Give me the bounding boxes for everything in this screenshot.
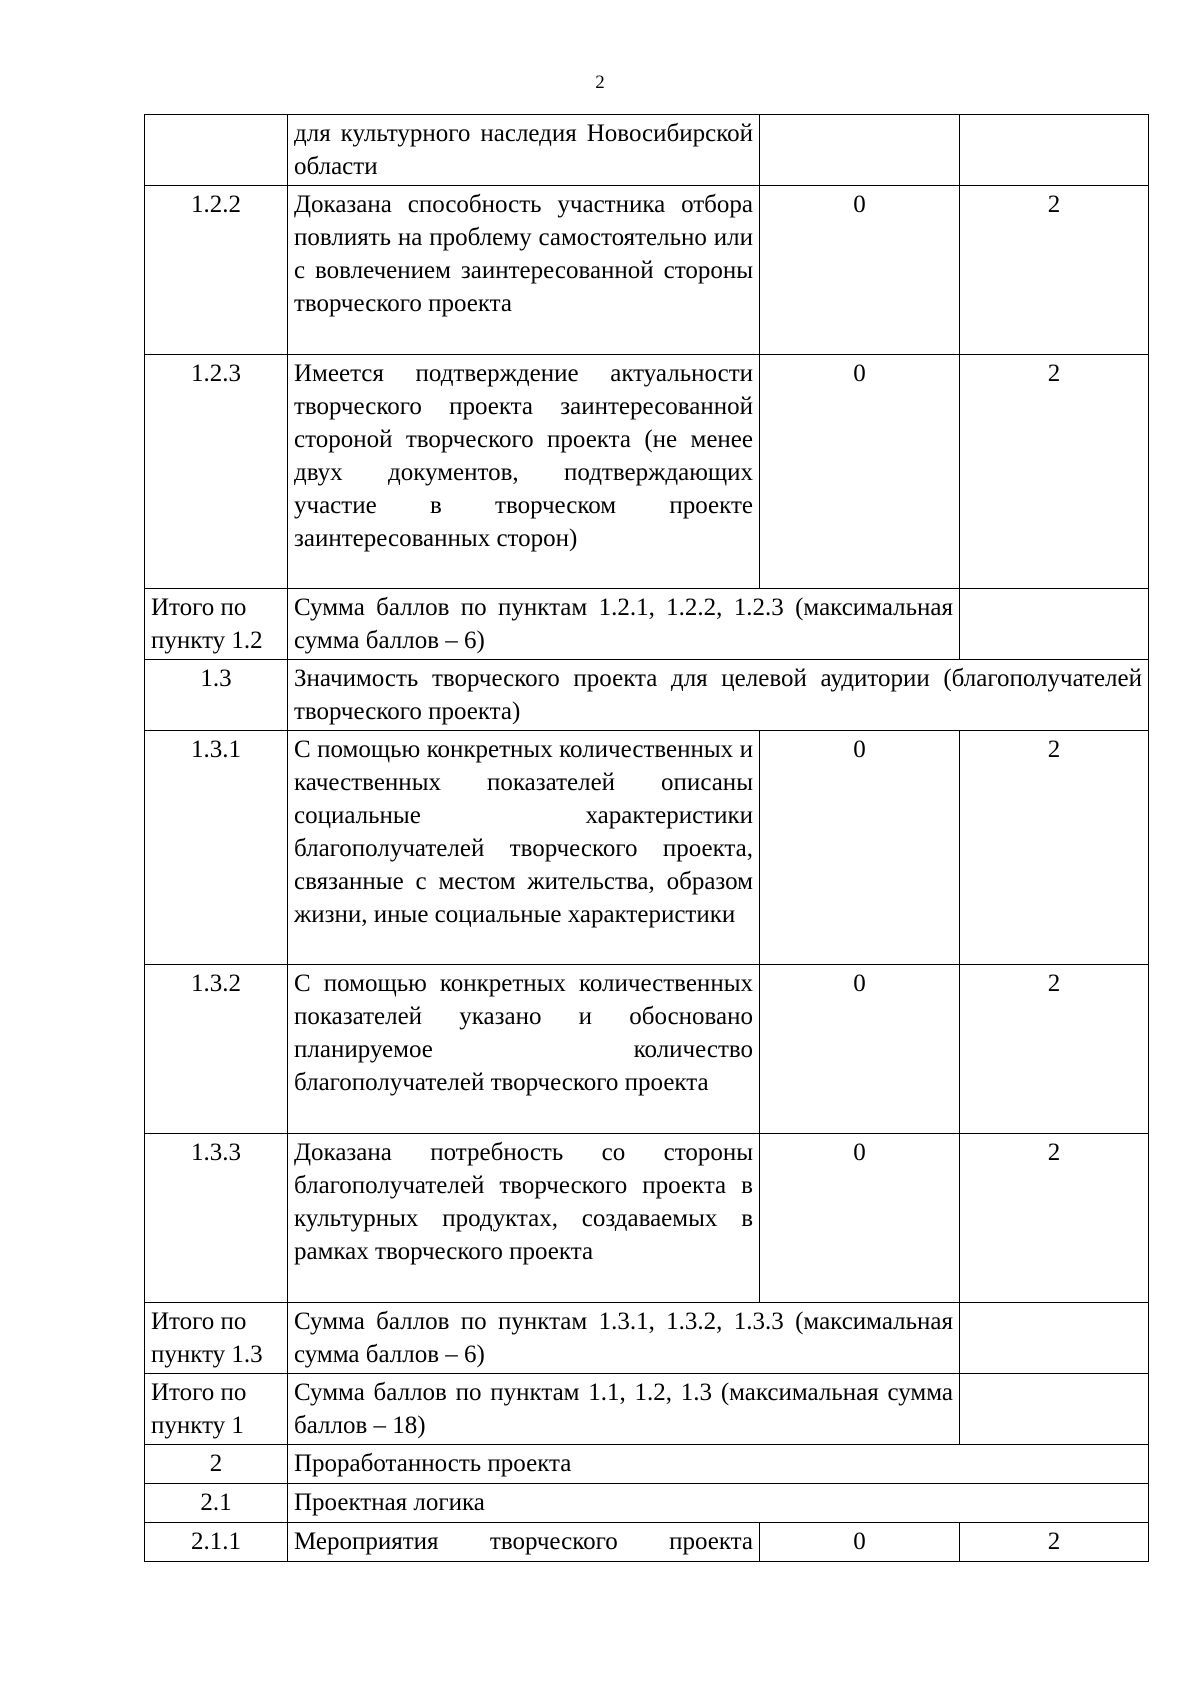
table-row <box>145 1445 1149 1484</box>
table-row <box>145 731 1149 965</box>
item-description: Значимость творческого проекта для целевой аудитории (благополучателей творческого проекта) <box>288 660 1149 731</box>
item-description: Сумма баллов по пунктам 1.1, 1.2, 1.3 (максимальная сумма баллов – 18) <box>288 1374 960 1445</box>
max-score <box>960 1374 1149 1445</box>
min-score: 0 <box>760 186 960 355</box>
table-row <box>145 186 1149 355</box>
item-description: С помощью конкретных количественных и качественных показателей описаны социальные характеристики благополучателей творческого проекта, связанные с местом жительства, образом жизни, иные социальные характеристики <box>288 731 760 965</box>
min-score: 0 <box>760 355 960 589</box>
table-row <box>145 1523 1149 1562</box>
item-number: 1.3.3 <box>145 1134 288 1303</box>
item-description: Сумма баллов по пунктам 1.3.1, 1.3.2, 1.3.3 (максимальная сумма баллов – 6) <box>288 1303 960 1374</box>
table-row <box>145 660 1149 731</box>
min-score: 0 <box>760 731 960 965</box>
max-score: 2 <box>960 1134 1149 1303</box>
table-row <box>145 589 1149 660</box>
table-row <box>145 1484 1149 1523</box>
min-score: 0 <box>760 1134 960 1303</box>
max-score: 2 <box>960 186 1149 355</box>
subtotal-label: Итого по пункту 1.3 <box>145 1303 288 1374</box>
table-row <box>145 1374 1149 1445</box>
max-score: 2 <box>960 965 1149 1134</box>
item-description: Проработанность проекта <box>288 1445 1149 1484</box>
min-score: 0 <box>760 1523 960 1562</box>
table-row <box>145 115 1149 186</box>
item-description: Доказана способность участника отбора повлиять на проблему самостоятельно или с вовлечением заинтересованной стороны творческого проекта <box>288 186 760 355</box>
criteria-table <box>144 114 1149 1562</box>
item-description: С помощью конкретных количественных показателей указано и обосновано планируемое количество благополучателей творческого проекта <box>288 965 760 1134</box>
subtotal-label: Итого по пункту 1.2 <box>145 589 288 660</box>
min-score <box>760 115 960 186</box>
item-number: 1.2.2 <box>145 186 288 355</box>
item-number: 1.3.1 <box>145 731 288 965</box>
table-row <box>145 1134 1149 1303</box>
item-description: Мероприятия творческого проекта <box>288 1523 760 1562</box>
table-row <box>145 355 1149 589</box>
max-score <box>960 115 1149 186</box>
item-description: для культурного наследия Новосибирской области <box>288 115 760 186</box>
max-score: 2 <box>960 731 1149 965</box>
subtotal-label: Итого по пункту 1 <box>145 1374 288 1445</box>
item-number: 1.2.3 <box>145 355 288 589</box>
max-score: 2 <box>960 1523 1149 1562</box>
item-number: 2 <box>145 1445 288 1484</box>
item-number: 2.1 <box>145 1484 288 1523</box>
item-description: Доказана потребность со стороны благополучателей творческого проекта в культурных продуктах, создаваемых в рамках творческого проекта <box>288 1134 760 1303</box>
page-number: 2 <box>595 72 605 93</box>
max-score <box>960 589 1149 660</box>
item-number: 1.3 <box>145 660 288 731</box>
max-score <box>960 1303 1149 1374</box>
table-row <box>145 965 1149 1134</box>
item-number <box>145 115 288 186</box>
item-number: 2.1.1 <box>145 1523 288 1562</box>
min-score: 0 <box>760 965 960 1134</box>
table-row <box>145 1303 1149 1374</box>
max-score: 2 <box>960 355 1149 589</box>
item-description: Сумма баллов по пунктам 1.2.1, 1.2.2, 1.2.3 (максимальная сумма баллов – 6) <box>288 589 960 660</box>
item-description: Имеется подтверждение актуальности творческого проекта заинтересованной стороной творческого проекта (не менее двух документов, подтверждающих участие в творческом проекте заинтересованных сторон) <box>288 355 760 589</box>
item-number: 1.3.2 <box>145 965 288 1134</box>
item-description: Проектная логика <box>288 1484 1149 1523</box>
